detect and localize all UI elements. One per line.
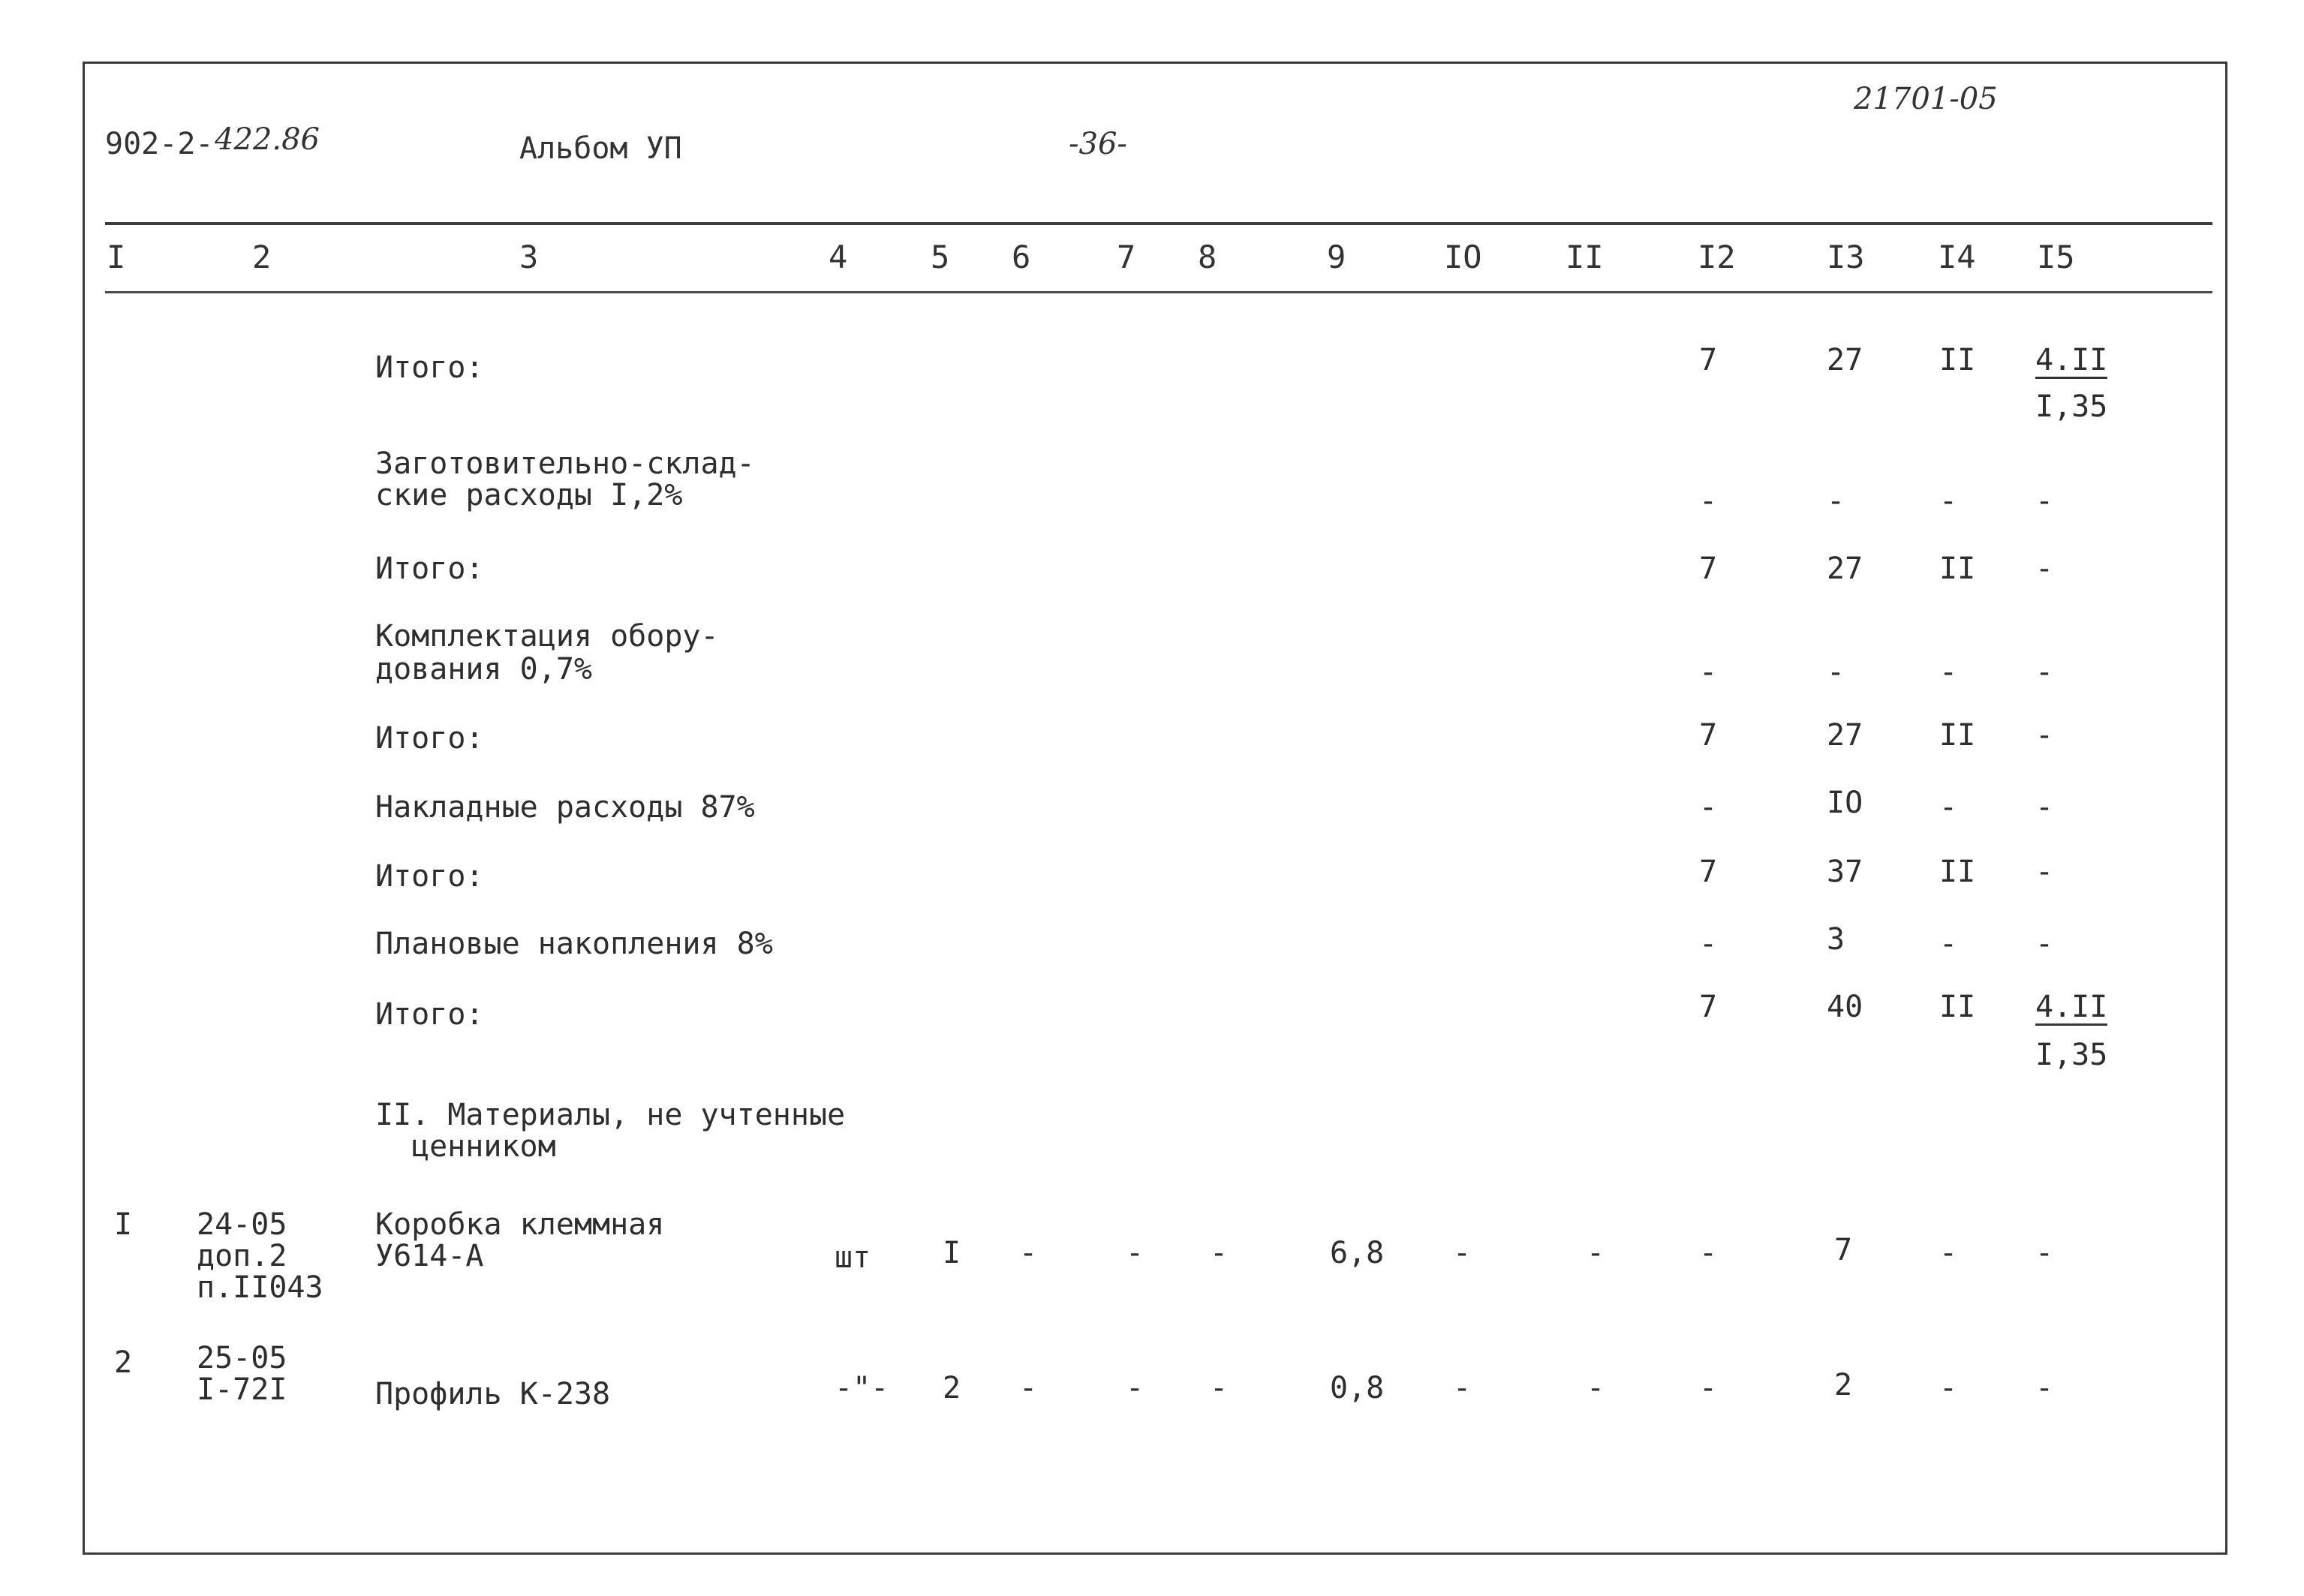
cell-col5: I: [943, 1236, 961, 1270]
row-label: Итого:: [375, 997, 484, 1032]
cell-col12: -: [1699, 1236, 1718, 1270]
cell-col11: -: [1587, 1371, 1605, 1405]
row-label: Итого:: [375, 859, 484, 894]
item-code-line2: I-72I: [197, 1372, 287, 1407]
cell-col10: -: [1453, 1371, 1472, 1405]
cell-col15: -: [2035, 1371, 2054, 1405]
col-header-15: I5: [2037, 239, 2075, 275]
cell-col12: -: [1699, 1371, 1718, 1405]
cell-col13: 27: [1827, 343, 1863, 377]
row-label: Итого:: [375, 721, 484, 756]
row-label: Итого:: [375, 552, 484, 586]
cell-col15: -: [2035, 855, 2054, 889]
cell-col15: -: [2035, 552, 2054, 586]
cell-col12: 7: [1699, 552, 1718, 586]
cell-unit: -"-: [835, 1371, 889, 1405]
cell-col12: -: [1699, 484, 1718, 518]
cell-col13: 37: [1827, 855, 1863, 889]
item-name-line1: Коробка клеммная: [375, 1207, 665, 1242]
cell-col12: 7: [1699, 343, 1718, 377]
cell-col14: II: [1939, 855, 1976, 889]
cell-col7: -: [1126, 1236, 1144, 1270]
col-header-6: 6: [1012, 239, 1031, 275]
cell-col12: 7: [1699, 855, 1718, 889]
cell-col14: -: [1939, 484, 1958, 518]
col-header-14: I4: [1938, 239, 1976, 275]
col-header-10: IO: [1444, 239, 1482, 275]
cell-col12: -: [1699, 790, 1718, 825]
cell-col7: -: [1126, 1371, 1144, 1405]
item-code-line2: доп.2: [197, 1239, 287, 1273]
row-label: Накладные расходы 87%: [375, 790, 755, 825]
cell-col10: -: [1453, 1236, 1472, 1270]
item-name-line2: У614-А: [375, 1239, 484, 1273]
col-header-12: I2: [1698, 239, 1736, 275]
cell-col13: -: [1827, 484, 1845, 518]
col-header-3: 3: [519, 239, 539, 275]
cell-col15: -: [2035, 484, 2054, 518]
cell-col15-denominator: I,35: [2035, 389, 2108, 424]
cell-col14: II: [1939, 990, 1976, 1024]
cell-col8: -: [1210, 1371, 1229, 1405]
cell-col13: 3: [1827, 922, 1845, 957]
doc-code-handwritten: 422.86: [215, 122, 320, 157]
cell-unit: шт: [835, 1240, 871, 1275]
cell-col14: -: [1939, 655, 1958, 690]
cell-col13: 40: [1827, 990, 1863, 1024]
doc-code: 902-2-: [105, 127, 214, 161]
cell-col9: 6,8: [1330, 1236, 1385, 1270]
col-header-4: 4: [829, 239, 848, 275]
row-label-line2: ские расходы I,2%: [375, 478, 683, 512]
section-heading-line1: II. Материалы, не учтенные: [375, 1098, 846, 1132]
row-label-line2: дования 0,7%: [375, 652, 592, 687]
cell-col14: II: [1939, 343, 1976, 377]
col-header-5: 5: [931, 239, 950, 275]
col-header-13: I3: [1827, 239, 1865, 275]
item-code-line1: 25-05: [197, 1341, 287, 1375]
cell-col15: -: [2035, 790, 2054, 825]
cell-col14: II: [1939, 552, 1976, 586]
cell-col15-numerator: 4.II: [2035, 343, 2108, 377]
album-label: Альбом УП: [519, 131, 682, 166]
col-header-8: 8: [1198, 239, 1217, 275]
cell-col15-denominator: I,35: [2035, 1038, 2108, 1072]
cell-col5: 2: [943, 1371, 961, 1405]
item-code-line1: 24-05: [197, 1207, 287, 1242]
cell-col12: -: [1699, 655, 1718, 690]
cell-col8: -: [1210, 1236, 1229, 1270]
cell-col14: -: [1939, 1236, 1958, 1270]
col-header-9: 9: [1327, 239, 1346, 275]
cell-col13: IO: [1827, 786, 1863, 820]
cell-col9: 0,8: [1330, 1371, 1385, 1405]
cell-col14: -: [1939, 1371, 1958, 1405]
header-bottom-rule: [105, 291, 2212, 293]
cell-col14: -: [1939, 790, 1958, 825]
item-number: 2: [114, 1345, 133, 1380]
cell-col12: 7: [1699, 990, 1718, 1024]
header-top-rule: [105, 222, 2212, 225]
row-label: Плановые накопления 8%: [375, 927, 773, 961]
row-label-line1: Комплектация обору-: [375, 619, 719, 654]
section-heading-line2: ценником: [411, 1129, 556, 1164]
cell-col13: 27: [1827, 718, 1863, 753]
cell-col15: -: [2035, 927, 2054, 961]
cell-col13: 2: [1834, 1368, 1853, 1402]
cell-col13: 27: [1827, 552, 1863, 586]
cell-col12: -: [1699, 927, 1718, 961]
item-name: Профиль К-238: [375, 1377, 611, 1411]
row-label: Итого:: [375, 350, 484, 385]
cell-col13: -: [1827, 655, 1845, 690]
col-header-2: 2: [252, 239, 272, 275]
page-number: -36-: [1069, 127, 1127, 161]
cell-col14: -: [1939, 927, 1958, 961]
item-code-line3: п.II043: [197, 1270, 323, 1305]
row-label-line1: Заготовительно-склад-: [375, 446, 755, 481]
col-header-1: I: [107, 239, 126, 275]
cell-col15: -: [2035, 655, 2054, 690]
cell-col11: -: [1587, 1236, 1605, 1270]
cell-col15: -: [2035, 1236, 2054, 1270]
archive-stamp: 21701-05: [1854, 82, 1998, 116]
cell-col14: II: [1939, 718, 1976, 753]
col-header-7: 7: [1117, 239, 1136, 275]
cell-col15: -: [2035, 718, 2054, 753]
cell-col6: -: [1019, 1371, 1038, 1405]
cell-col12: 7: [1699, 718, 1718, 753]
col-header-11: II: [1566, 239, 1604, 275]
item-number: I: [114, 1207, 133, 1242]
cell-col6: -: [1019, 1236, 1038, 1270]
cell-col13: 7: [1834, 1233, 1853, 1267]
cell-col15-numerator: 4.II: [2035, 990, 2108, 1024]
